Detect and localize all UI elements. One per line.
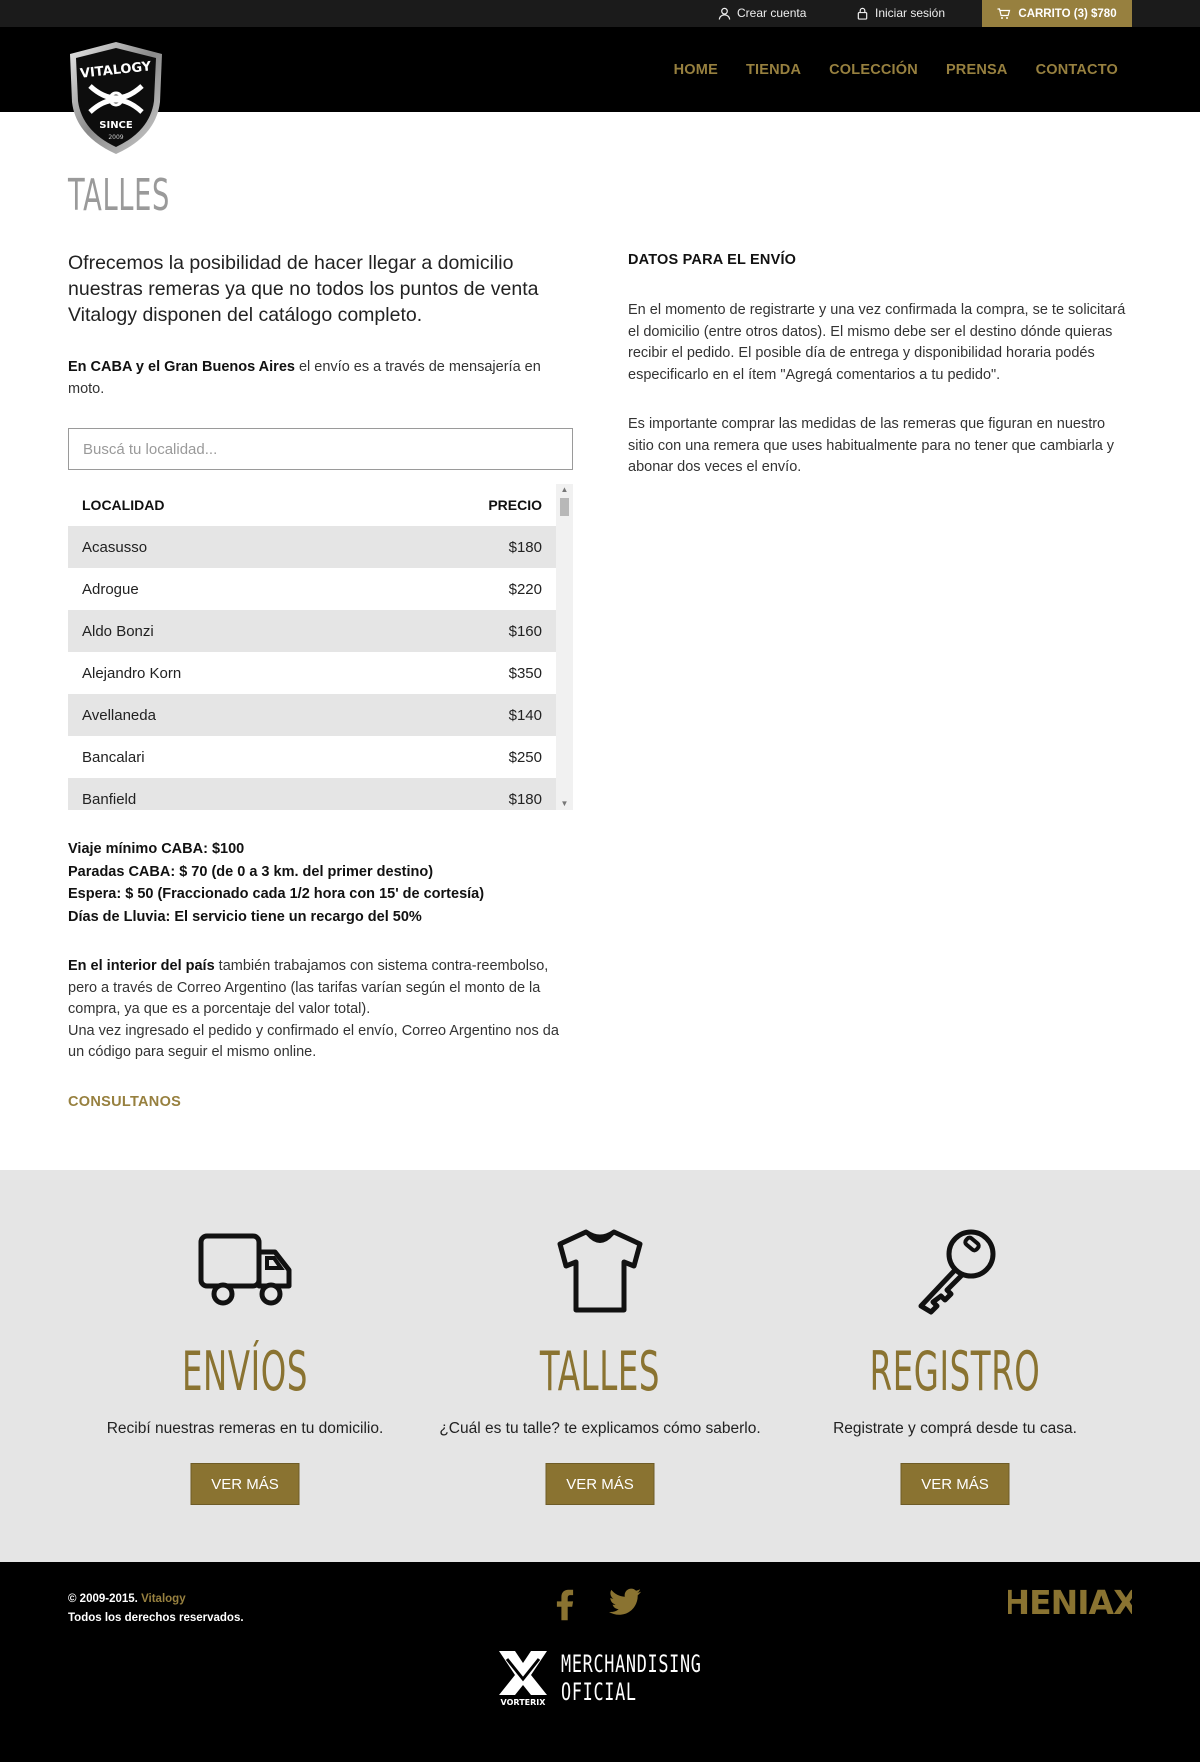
- table-row[interactable]: [68, 526, 556, 568]
- feature-desc: ¿Cuál es tu talle? te explicamos cómo saberlo.: [439, 1420, 761, 1437]
- row-locality: Alejandro Korn: [82, 664, 182, 682]
- ver-mas-envios-button[interactable]: VER MÁS: [191, 1463, 300, 1505]
- nav-coleccion[interactable]: COLECCIÓN: [829, 61, 918, 78]
- caba-tariffs: [68, 838, 573, 928]
- user-icon: [718, 7, 731, 20]
- feature-title: ENVÍOS: [181, 1340, 309, 1403]
- svg-text:VORTERIX: VORTERIX: [500, 1698, 546, 1707]
- interior-bold: En el interior del país: [68, 958, 215, 974]
- header-precio: PRECIO: [488, 497, 542, 513]
- consult-link[interactable]: CONSULTANOS: [68, 1094, 182, 1110]
- tariff-stops: Paradas CABA: $ 70 (de 0 a 3 km. del primer destino): [68, 863, 434, 880]
- intro-text: Ofrecemos la posibilidad de hacer llegar a domicilio nuestras remeras ya que no todos los puntos de venta Vitalogy disponen del catálogo completo.: [68, 252, 539, 326]
- interior-rest: también trabajamos con sistema contra-reembolso, pero a través de Correo Argentino (las tarifas varían según el monto de la compra, ya que es a porcentaje del valor total).: [68, 958, 549, 1017]
- tshirt-icon: [550, 1226, 650, 1316]
- create-account-link[interactable]: [718, 0, 806, 27]
- nav-prensa[interactable]: PRENSA: [945, 61, 1008, 78]
- row-locality: Aldo Bonzi: [82, 622, 154, 640]
- facebook-link[interactable]: [556, 1588, 574, 1622]
- nav-tienda[interactable]: TIENDA: [745, 61, 802, 78]
- copyright: [68, 1590, 244, 1628]
- twitter-icon: [609, 1588, 641, 1616]
- heniax-logo[interactable]: [1008, 1584, 1132, 1620]
- shipping-paragraph-2: Es importante comprar las medidas de las remeras que figuran en nuestro sitio con una remera que uses habitualmente para no tener que cambiarla y abonar dos veces el envío.: [628, 416, 1115, 475]
- merchandising-text: [561, 1650, 702, 1706]
- interior-text: [68, 956, 573, 1064]
- nav-home[interactable]: HOME: [673, 61, 718, 78]
- feature-title: TALLES: [539, 1340, 661, 1403]
- ver-mas-registro-button[interactable]: VER MÁS: [901, 1463, 1010, 1505]
- row-price: $220: [508, 580, 542, 598]
- row-price: $140: [508, 706, 542, 724]
- main-nav: [674, 27, 1118, 112]
- interior-p1: [68, 956, 573, 1021]
- feature-title: REGISTRO: [869, 1340, 1041, 1403]
- scroll-up-icon[interactable]: ▲: [560, 485, 569, 494]
- truck-icon: [195, 1226, 295, 1316]
- locality-search-input[interactable]: [68, 428, 573, 470]
- ver-mas-talles-button[interactable]: VER MÁS: [546, 1463, 655, 1505]
- tariff-wait: Espera: $ 50 (Fraccionado cada 1/2 hora con 15' de cortesía): [68, 886, 485, 902]
- row-price: $350: [508, 664, 542, 682]
- rights-text: Todos los derechos reservados.: [68, 1612, 244, 1624]
- table-row[interactable]: [68, 568, 556, 610]
- utility-bar: [0, 0, 1200, 27]
- row-locality: Acasusso: [82, 538, 148, 556]
- svg-text:SINCE: SINCE: [99, 120, 133, 131]
- header-localidad: LOCALIDAD: [82, 497, 165, 513]
- tariff-rain: Días de Lluvia: El servicio tiene un recargo del 50%: [68, 908, 422, 925]
- interior-p2: Una vez ingresado el pedido y confirmado el envío, Correo Argentino nos da un código para seguir el mismo online.: [68, 1022, 559, 1060]
- svg-text:2009: 2009: [108, 134, 124, 141]
- scrollbar-thumb[interactable]: [560, 498, 569, 516]
- row-price: $250: [508, 748, 542, 766]
- login-label: Iniciar sesión: [875, 6, 946, 20]
- row-price: $160: [508, 622, 542, 640]
- tariff-min: Viaje mínimo CABA: $100: [68, 841, 245, 857]
- cart-label: CARRITO (3) $780: [1018, 7, 1117, 20]
- copyright-prefix: © 2009-2015.: [68, 1593, 142, 1605]
- table-body: [68, 526, 556, 810]
- scroll-down-icon[interactable]: ▼: [560, 799, 569, 808]
- facebook-icon: [556, 1588, 574, 1622]
- cart-button[interactable]: [982, 0, 1132, 27]
- row-price: $180: [508, 790, 542, 808]
- table-row[interactable]: [68, 694, 556, 736]
- caba-text: [68, 356, 558, 400]
- nav-contacto[interactable]: CONTACTO: [1035, 61, 1118, 78]
- merch-line-2: OFICIAL: [561, 1678, 637, 1706]
- caba-bold: En CABA y el Gran Buenos Aires: [68, 359, 295, 375]
- shipping-paragraph-1: En el momento de registrarte y una vez confirmada la compra, se te solicitará el domicilio (entre otros datos). El mismo debe ser el destino dónde quieras recibir el pedido. El posible día de entrega y disponibilidad horaria podés especificarlo en el ítem "Agregá comentarios a tu pedido".: [628, 302, 1126, 383]
- copyright-line: [68, 1590, 244, 1609]
- create-account-label: Crear cuenta: [737, 6, 807, 20]
- feature-envios: [75, 1170, 415, 1562]
- table-row[interactable]: [68, 778, 556, 810]
- caba-rest: el envío es a través de mensajería en moto.: [68, 359, 541, 397]
- row-price: $180: [508, 538, 542, 556]
- login-link[interactable]: [856, 0, 945, 27]
- table-row[interactable]: [68, 610, 556, 652]
- vitalogy-logo[interactable]: [66, 40, 166, 156]
- copyright-brand[interactable]: Vitalogy: [141, 1593, 186, 1605]
- table-header: [68, 484, 556, 526]
- row-locality: Avellaneda: [82, 706, 156, 724]
- table-scrollbar[interactable]: [556, 484, 573, 810]
- svg-text:VITALOGY: VITALOGY: [79, 59, 152, 82]
- shipping-title: DATOS PARA EL ENVÍO: [628, 252, 797, 268]
- svg-text:HENIAX: HENIAX: [1008, 1584, 1132, 1620]
- row-locality: Adrogue: [82, 580, 139, 598]
- vorterix-logo: [497, 1649, 549, 1707]
- cart-icon: [997, 8, 1011, 20]
- row-locality: Bancalari: [82, 748, 145, 766]
- table-row[interactable]: [68, 736, 556, 778]
- feature-talles: [430, 1170, 770, 1562]
- lock-icon: [856, 7, 869, 20]
- merch-line-1: MERCHANDISING: [561, 1650, 702, 1678]
- key-icon: [905, 1226, 1005, 1316]
- feature-desc: Recibí nuestras remeras en tu domicilio.: [106, 1420, 384, 1437]
- page-title: TALLES: [68, 170, 170, 221]
- twitter-link[interactable]: [609, 1588, 641, 1616]
- feature-registro: [785, 1170, 1125, 1562]
- table-row[interactable]: [68, 652, 556, 694]
- feature-desc: Registrate y comprá desde tu casa.: [833, 1420, 1077, 1437]
- merchandising-badge: [497, 1648, 762, 1708]
- row-locality: Banfield: [82, 790, 137, 808]
- shipping-price-table: [68, 484, 573, 810]
